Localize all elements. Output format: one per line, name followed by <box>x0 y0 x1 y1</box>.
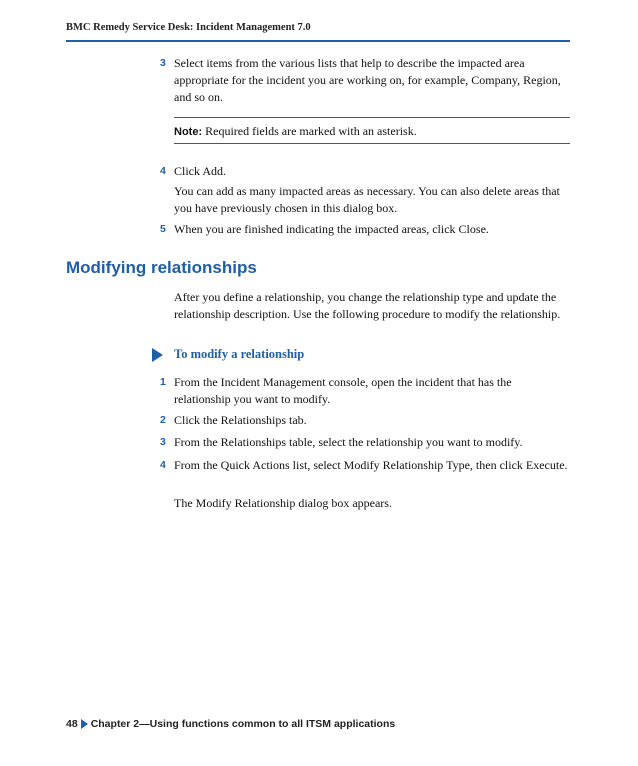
note <box>174 123 570 141</box>
step-3-impacted-area <box>160 55 570 106</box>
step-number: 1 <box>160 376 166 388</box>
procedure-step-1 <box>160 374 570 408</box>
step-text: From the Incident Management console, open the incident that has the relationship you want to modify. <box>174 375 512 406</box>
step-text: When you are finished indicating the impacted areas, click Close. <box>174 222 489 236</box>
running-header: BMC Remedy Service Desk: Incident Management 7.0 <box>66 22 311 33</box>
step-text: From the Quick Actions list, select Modify Relationship Type, then click Execute. <box>174 458 568 472</box>
footer-arrow-icon <box>81 719 88 729</box>
step-4-click-add <box>160 163 570 180</box>
procedure-step-4 <box>160 457 570 474</box>
procedure-arrow-icon <box>152 348 163 362</box>
step-number: 2 <box>160 414 166 426</box>
note-label: Note: <box>174 126 203 138</box>
procedure-result: The Modify Relationship dialog box appears. <box>174 496 392 510</box>
page-footer <box>66 718 395 730</box>
procedure-step-2 <box>160 412 570 429</box>
note-bottom-rule <box>174 143 570 144</box>
step-5-click-close <box>160 221 570 238</box>
section-heading: Modifying relationships <box>66 258 257 277</box>
step-number: 3 <box>160 57 166 69</box>
header-rule <box>66 40 570 42</box>
note-top-rule <box>174 117 570 118</box>
step-text: Click the Relationships tab. <box>174 413 307 427</box>
step-number: 5 <box>160 223 166 235</box>
step-text: From the Relationships table, select the relationship you want to modify. <box>174 435 523 449</box>
step-number: 3 <box>160 436 166 448</box>
procedure-title: To modify a relationship <box>174 347 305 361</box>
page-number: 48 <box>66 718 78 730</box>
step-4-detail: You can add as many impacted areas as necessary. You can also delete areas that you have previously chosen in this dialog box. <box>174 184 560 215</box>
note-text: Required fields are marked with an asterisk. <box>202 124 417 138</box>
step-number: 4 <box>160 459 166 471</box>
step-text: Click Add. <box>174 164 227 178</box>
footer-chapter-title: Chapter 2—Using functions common to all ITSM applications <box>90 718 396 730</box>
step-number: 4 <box>160 165 166 177</box>
procedure-step-3 <box>160 434 570 451</box>
section-intro: After you define a relationship, you change the relationship type and update the relationship description. Use the following procedure to modify the relationship. <box>174 290 561 321</box>
step-text: Select items from the various lists that help to describe the impacted area appropriate for the incident you are working on, for example, Company, Region, and so on. <box>174 56 561 104</box>
